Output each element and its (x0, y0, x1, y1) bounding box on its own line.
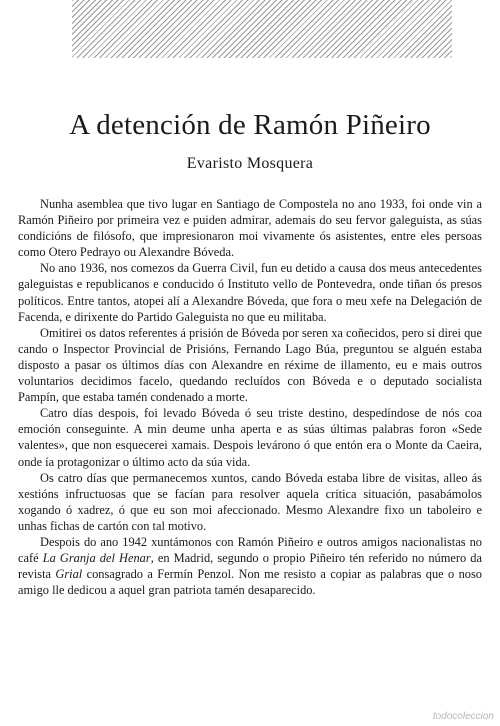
body-paragraph (18, 470, 482, 534)
body-paragraph (18, 260, 482, 324)
paragraph-text: Omitirei os datos referentes á prisión de Bóveda por seren xa coñecidos, pero si direi que cando o Inspector Provincial de Prisións, Fernando Lago Búa, preguntou se alguén estaba disposto a pasar os últimos días con Alexandre en réxime de illamento, eu e mais outros voluntarios decidimos facelo, quedando recluídos con Bóveda e o deputado socialista Pampín, que estaba tamén condenado a morte. (18, 325, 482, 405)
article-author: Evaristo Mosquera (186, 155, 314, 172)
body-paragraph (18, 325, 482, 405)
italic-title-text: La Granja del Henar (42, 551, 151, 566)
body-paragraph (18, 196, 482, 260)
paragraph-text: No ano 1936, nos comezos da Guerra Civil, fun eu detido a causa dos meus antecedentes galeguistas e republicanos e conducido ó Instituto vello de Pontevedra, onde tiñan ós presos políticos. Entre tantos, atopei alí a Alexandre Bóveda, que fora o meu xefe na Delegación de Facenda, e dirixente do Partido Galeguista no que eu militaba. (18, 261, 482, 324)
italic-title-text: Grial (55, 567, 83, 582)
article-body (18, 196, 482, 598)
paragraph-text: Despois do ano 1942 xuntámonos con Ramón Piñeiro e outros amigos nacionalistas no café (18, 534, 482, 566)
paragraph-text: Nunha asemblea que tivo lugar en Santiago de Compostela no ano 1933, foi onde vin a Ramón Piñeiro por primeira vez e puiden admirar, ademais do seu fervor galeguista, as súas condicións de filósofo, que impresionaron moi vivamente ós asistentes, entre eles persoas como Otero Pedrayo ou Alexandre Bóveda. (18, 197, 482, 260)
paragraph-text: Catro días despois, foi levado Bóveda ó seu triste destino, despedíndose de nós coa emoción conseguinte. A min deume unha aperta e as súas últimas palabras foron «Sede valentes», que non esquecerei xamais. Despois levárono ó que entón era o Monte da Caeira, onde ía protagonizar o último acto da súa vida. (18, 406, 482, 469)
watermark-logo: todocoleccion (432, 711, 494, 722)
header-hatched-band (72, 0, 452, 58)
body-paragraph (18, 534, 482, 598)
paragraph-text: , en Madrid, segundo o propio Piñeiro tén referido no número da revista (18, 551, 482, 582)
article-title: A detención de Ramón Piñeiro (69, 109, 431, 141)
paragraph-text: Os catro días que permanecemos xuntos, cando Bóveda estaba libre de visitas, alleo ás xestións infructuosas que se facían para resolver aquela crítica situación, pasabámolos xogando ó xadrez, ó que eu son moi afeccionado. Mesmo Alexandre fixo un taboleiro e unhas fichas de cartón con tal motivo. (18, 470, 482, 533)
body-paragraph (18, 405, 482, 469)
paragraph-text: consagrado a Fermín Penzol. Non me resisto a copiar as palabras que o noso amigo lle dedicou a aquel gran patriota tamén desaparecido. (18, 567, 482, 598)
